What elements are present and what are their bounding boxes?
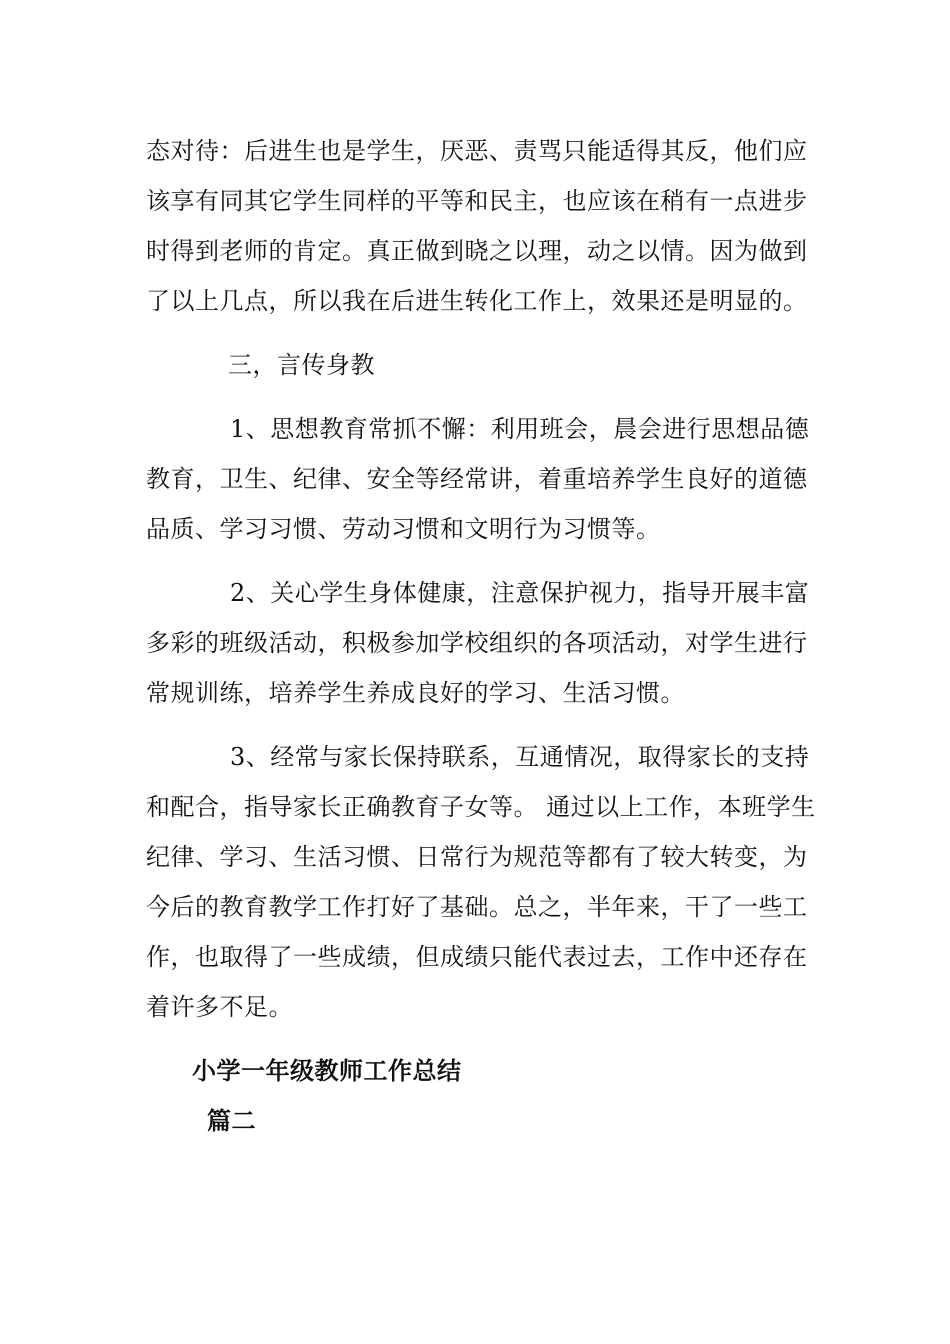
item-2-line-2: 多彩的班级活动，积极参加学校组织的各项活动，对学生进行: [146, 629, 808, 657]
item-3-line-1: 3、经常与家长保持联系，互通情况，取得家长的支持: [230, 743, 810, 771]
item-3-line-6: 着许多不足。: [146, 993, 293, 1021]
item-2-line-3: 常规训练，培养学生养成良好的学习、生活习惯。: [146, 679, 685, 707]
item-1-line-3: 品质、学习习惯、劳动习惯和文明行为习惯等。: [146, 515, 661, 543]
paragraph-1-line-2: 该享有同其它学生同样的平等和民主，也应该在稍有一点进步: [146, 187, 808, 215]
paragraph-1-line-3: 时得到老师的肯定。真正做到晓之以理，动之以情。因为做到: [146, 237, 808, 265]
item-3-line-5: 作，也取得了一些成绩，但成绩只能代表过去，工作中还存在: [146, 943, 808, 971]
document-title: 小学一年级教师工作总结: [192, 1056, 462, 1085]
item-2-line-1: 2、关心学生身体健康，注意保护视力，指导开展丰富: [230, 579, 810, 607]
item-1-line-2: 教育，卫生、纪律、安全等经常讲，着重培养学生良好的道德: [146, 465, 808, 493]
item-1-line-1: 1、思想教育常抓不懈：利用班会，晨会进行思想品德: [230, 415, 810, 443]
paragraph-1-line-1: 态对待：后进生也是学生，厌恶、责骂只能适得其反，他们应: [146, 137, 808, 165]
item-3-line-3: 纪律、学习、生活习惯、日常行为规范等都有了较大转变，为: [146, 843, 808, 871]
item-3-line-2: 和配合，指导家长正确教育子女等。 通过以上工作，本班学生: [146, 793, 816, 821]
section-heading-three: 三，言传身教: [228, 351, 375, 379]
paragraph-1-line-4: 了以上几点，所以我在后进生转化工作上，效果还是明显的。: [146, 287, 808, 315]
item-3-line-4: 今后的教育教学工作打好了基础。总之，半年来，干了一些工: [146, 893, 808, 921]
section-label: 篇二: [207, 1106, 256, 1135]
